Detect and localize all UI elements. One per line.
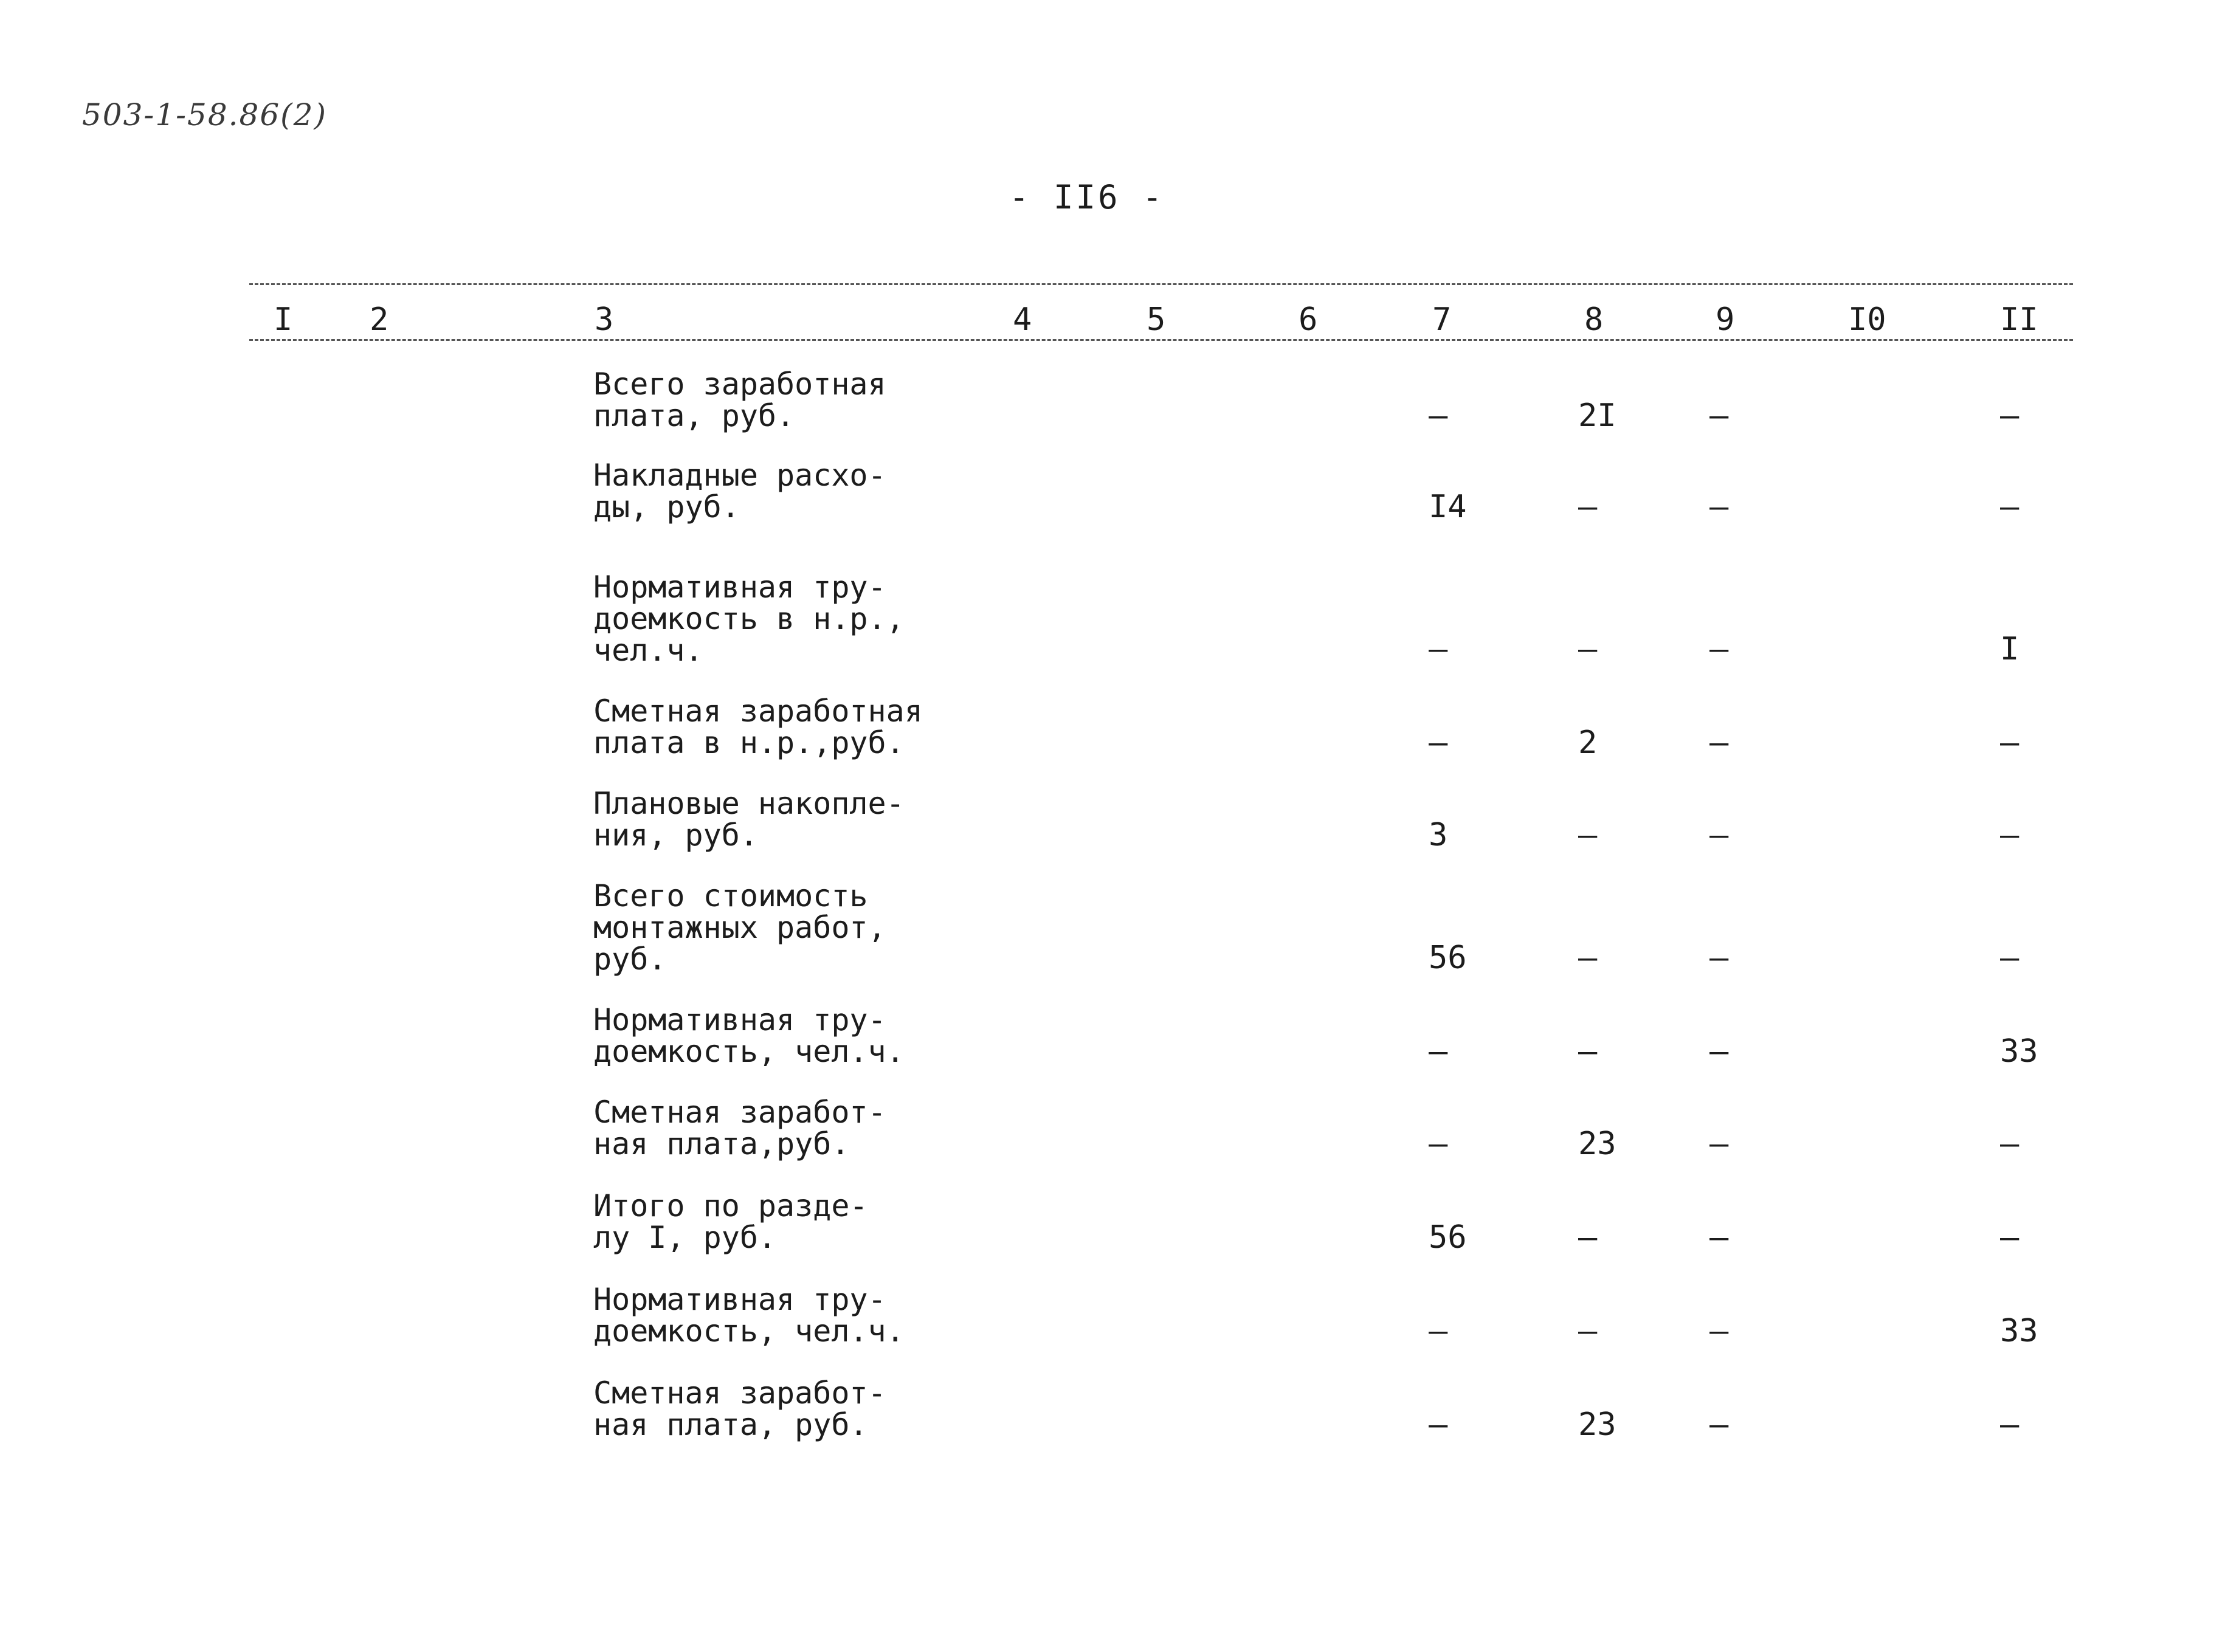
row-label: Всего стоимость монтажных работ, руб. bbox=[593, 878, 886, 977]
column-header-4: 4 bbox=[1013, 301, 1032, 338]
cell-col-11: – bbox=[2000, 940, 2020, 976]
cell-col-11: – bbox=[2000, 489, 2020, 525]
cell-col-11: – bbox=[2000, 1126, 2020, 1162]
column-header-9: 9 bbox=[1716, 301, 1735, 338]
column-header-5: 5 bbox=[1147, 301, 1166, 338]
cell-col-8: – bbox=[1578, 1033, 1598, 1070]
column-header-3: 3 bbox=[595, 301, 614, 338]
cell-col-8: 23 bbox=[1578, 1126, 1616, 1162]
cell-col-7: – bbox=[1429, 631, 1448, 667]
cell-col-7: – bbox=[1429, 1126, 1448, 1162]
column-header-6: 6 bbox=[1299, 301, 1318, 338]
row-label: Сметная заработная плата в н.р.,руб. bbox=[593, 693, 923, 760]
cell-col-9: – bbox=[1709, 1219, 1729, 1256]
cell-col-7: – bbox=[1429, 1033, 1448, 1070]
cell-col-9: – bbox=[1709, 489, 1729, 525]
column-header-2: 2 bbox=[370, 301, 389, 338]
row-label: Нормативная тру- доемкость в н.р., чел.ч. bbox=[593, 570, 905, 668]
cell-col-8: – bbox=[1578, 940, 1598, 976]
cell-col-11: – bbox=[2000, 398, 2020, 434]
cell-col-9: – bbox=[1709, 940, 1729, 976]
cell-col-7: I4 bbox=[1429, 489, 1467, 525]
cell-col-8: – bbox=[1578, 1219, 1598, 1256]
cell-col-9: – bbox=[1709, 1033, 1729, 1070]
column-header-1: I bbox=[274, 301, 293, 338]
cell-col-11: 33 bbox=[2000, 1033, 2038, 1070]
cell-col-8: – bbox=[1578, 817, 1598, 853]
cell-col-7: 56 bbox=[1429, 1219, 1467, 1256]
row-label: Нормативная тру- доемкость, чел.ч. bbox=[593, 1002, 905, 1069]
cell-col-11: – bbox=[2000, 724, 2020, 761]
column-header-8: 8 bbox=[1584, 301, 1604, 338]
row-label: Сметная заработ- ная плата,руб. bbox=[593, 1095, 886, 1162]
cell-col-9: – bbox=[1709, 1126, 1729, 1162]
row-label: Нормативная тру- доемкость, чел.ч. bbox=[593, 1282, 905, 1349]
cell-col-7: – bbox=[1429, 724, 1448, 761]
cell-col-9: – bbox=[1709, 817, 1729, 853]
row-label: Сметная заработ- ная плата, руб. bbox=[593, 1375, 886, 1442]
cell-col-7: – bbox=[1429, 1406, 1448, 1443]
page-number: - II6 - bbox=[1009, 178, 1165, 216]
cell-col-8: – bbox=[1578, 1313, 1598, 1349]
row-label: Итого по разде- лу I, руб. bbox=[593, 1188, 868, 1255]
cell-col-11: 33 bbox=[2000, 1313, 2038, 1349]
cell-col-7: 56 bbox=[1429, 940, 1467, 976]
cell-col-9: – bbox=[1709, 1406, 1729, 1443]
cell-col-9: – bbox=[1709, 724, 1729, 761]
cell-col-7: – bbox=[1429, 398, 1448, 434]
document-code: 503-1-58.86(2) bbox=[82, 97, 327, 133]
cell-col-8: – bbox=[1578, 489, 1598, 525]
cell-col-8: 2I bbox=[1578, 398, 1616, 434]
cell-col-7: 3 bbox=[1429, 817, 1448, 853]
cell-col-9: – bbox=[1709, 398, 1729, 434]
row-label: Всего заработная плата, руб. bbox=[593, 367, 886, 433]
column-header-10: I0 bbox=[1848, 301, 1886, 338]
cell-col-8: 23 bbox=[1578, 1406, 1616, 1443]
table-top-rule bbox=[249, 283, 2073, 285]
column-header-11: II bbox=[2000, 301, 2038, 338]
cell-col-9: – bbox=[1709, 631, 1729, 667]
cell-col-11: – bbox=[2000, 1406, 2020, 1443]
cell-col-11: I bbox=[2000, 631, 2020, 667]
cell-col-8: 2 bbox=[1578, 724, 1598, 761]
cell-col-9: – bbox=[1709, 1313, 1729, 1349]
row-label: Плановые накопле- ния, руб. bbox=[593, 786, 905, 853]
cell-col-11: – bbox=[2000, 817, 2020, 853]
row-label: Накладные расхо- ды, руб. bbox=[593, 458, 886, 525]
table-header-rule bbox=[249, 339, 2073, 341]
cell-col-11: – bbox=[2000, 1219, 2020, 1256]
cell-col-8: – bbox=[1578, 631, 1598, 667]
column-header-7: 7 bbox=[1432, 301, 1452, 338]
cell-col-7: – bbox=[1429, 1313, 1448, 1349]
